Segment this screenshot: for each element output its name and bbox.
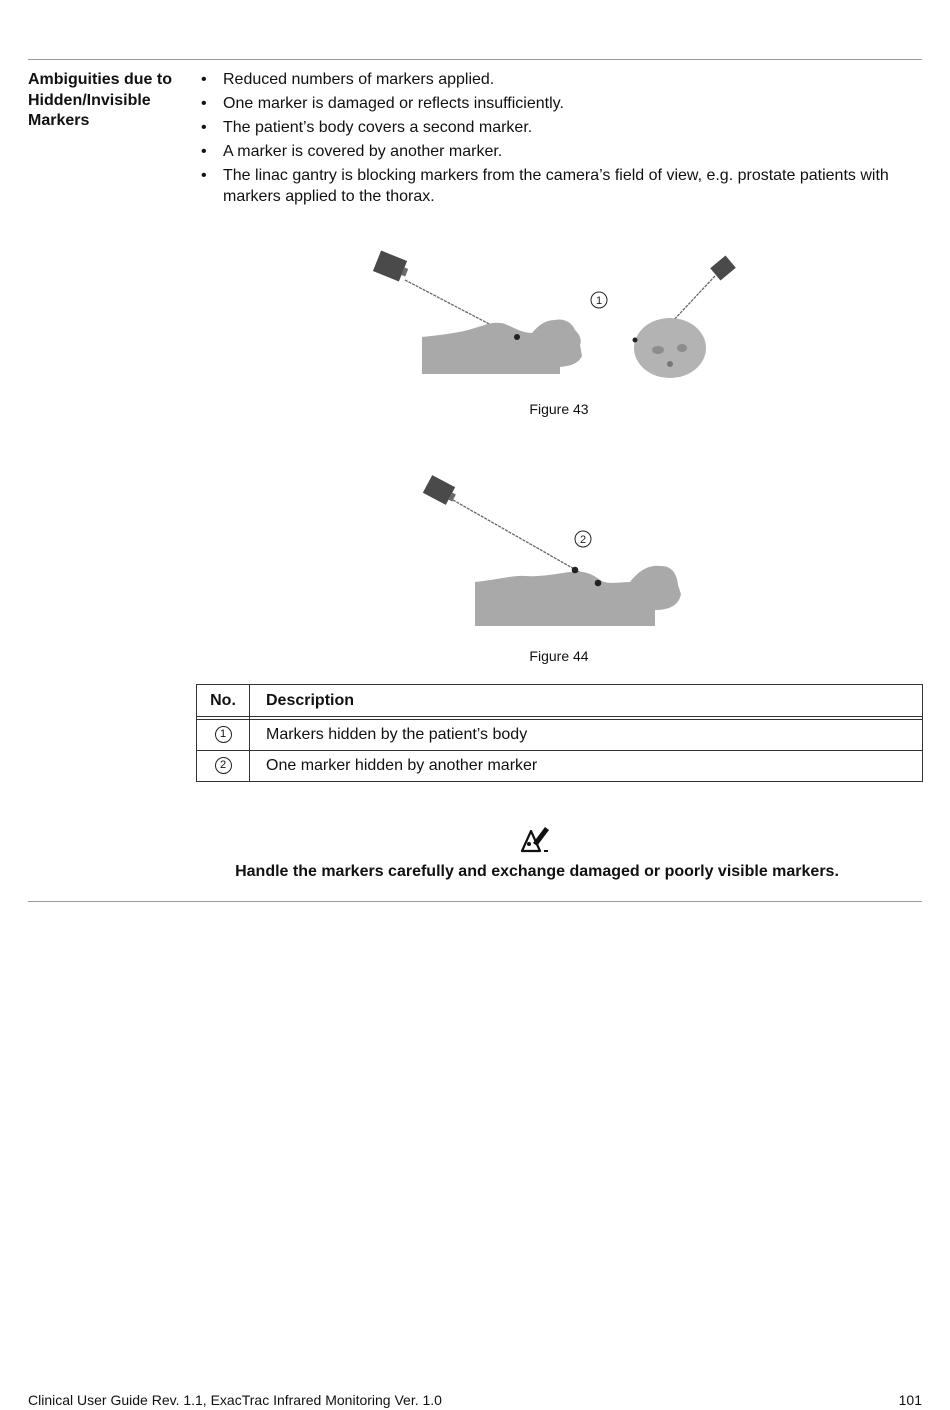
camera-icon	[423, 475, 459, 507]
table-cell-description: Markers hidden by the patient’s body	[250, 720, 923, 751]
bottom-rule	[28, 901, 922, 902]
bullet-text: Reduced numbers of markers applied.	[223, 71, 495, 88]
table-row	[197, 751, 923, 782]
table-header-row	[197, 685, 923, 717]
figure-44-caption: Figure 44	[529, 648, 589, 664]
marker-dot	[572, 567, 579, 574]
table-cell-description: One marker hidden by another marker	[250, 751, 923, 782]
footer-page-number: 101	[898, 1392, 922, 1408]
table-cell-no	[197, 751, 250, 782]
callout-number: 1	[595, 295, 603, 307]
bullet-text: One marker is damaged or reflects insufficiently.	[223, 95, 564, 112]
bullet-text: A marker is covered by another marker.	[223, 143, 503, 160]
marker-dot	[514, 334, 520, 340]
bullet-dot: •	[201, 71, 207, 88]
callout-number: 2	[215, 757, 232, 774]
figure-43-caption: Figure 43	[529, 401, 589, 417]
bullet-text: The patient’s body covers a second marker.	[223, 119, 533, 136]
section-heading: Ambiguities due to Hidden/Invisible Markers	[28, 71, 172, 129]
bullet-dot: •	[201, 119, 207, 136]
camera-icon	[373, 251, 411, 283]
bullet-item	[198, 94, 924, 115]
table-header-description: Description	[250, 685, 923, 717]
bullet-dot: •	[201, 167, 207, 184]
organ-shape	[667, 361, 673, 367]
bullet-list	[198, 70, 924, 211]
table-header-no: No.	[197, 685, 250, 717]
bullet-dot: •	[201, 143, 207, 160]
note-text: Handle the markers carefully and exchange damaged or poorly visible markers.	[235, 863, 839, 880]
marker-dot	[595, 580, 602, 587]
figure-legend-table	[196, 684, 923, 782]
bullet-item	[198, 166, 924, 207]
bullet-text: The linac gantry is blocking markers from the camera’s field of view, e.g. prostate patients with markers applied to the thorax.	[223, 167, 889, 205]
organ-shape	[677, 344, 687, 352]
organ-shape	[652, 346, 664, 354]
camera-ray	[670, 276, 715, 324]
table-row	[197, 720, 923, 751]
patient-side-silhouette	[422, 319, 582, 374]
bullet-item	[198, 142, 924, 163]
marker-dot	[633, 338, 638, 343]
patient-cross-section	[634, 318, 706, 378]
bullet-item	[198, 118, 924, 139]
callout-number: 2	[579, 534, 587, 546]
bullet-dot: •	[201, 95, 207, 112]
top-rule	[28, 59, 922, 60]
figure-43-illustration	[360, 240, 750, 385]
footer-document-title: Clinical User Guide Rev. 1.1, ExacTrac Infrared Monitoring Ver. 1.0	[28, 1392, 442, 1408]
patient-side-silhouette	[475, 566, 681, 626]
table-cell-no	[197, 720, 250, 751]
note-pen-icon	[518, 822, 552, 854]
callout-number: 1	[215, 726, 232, 743]
figure-44-illustration	[415, 470, 695, 630]
bullet-item	[198, 70, 924, 91]
